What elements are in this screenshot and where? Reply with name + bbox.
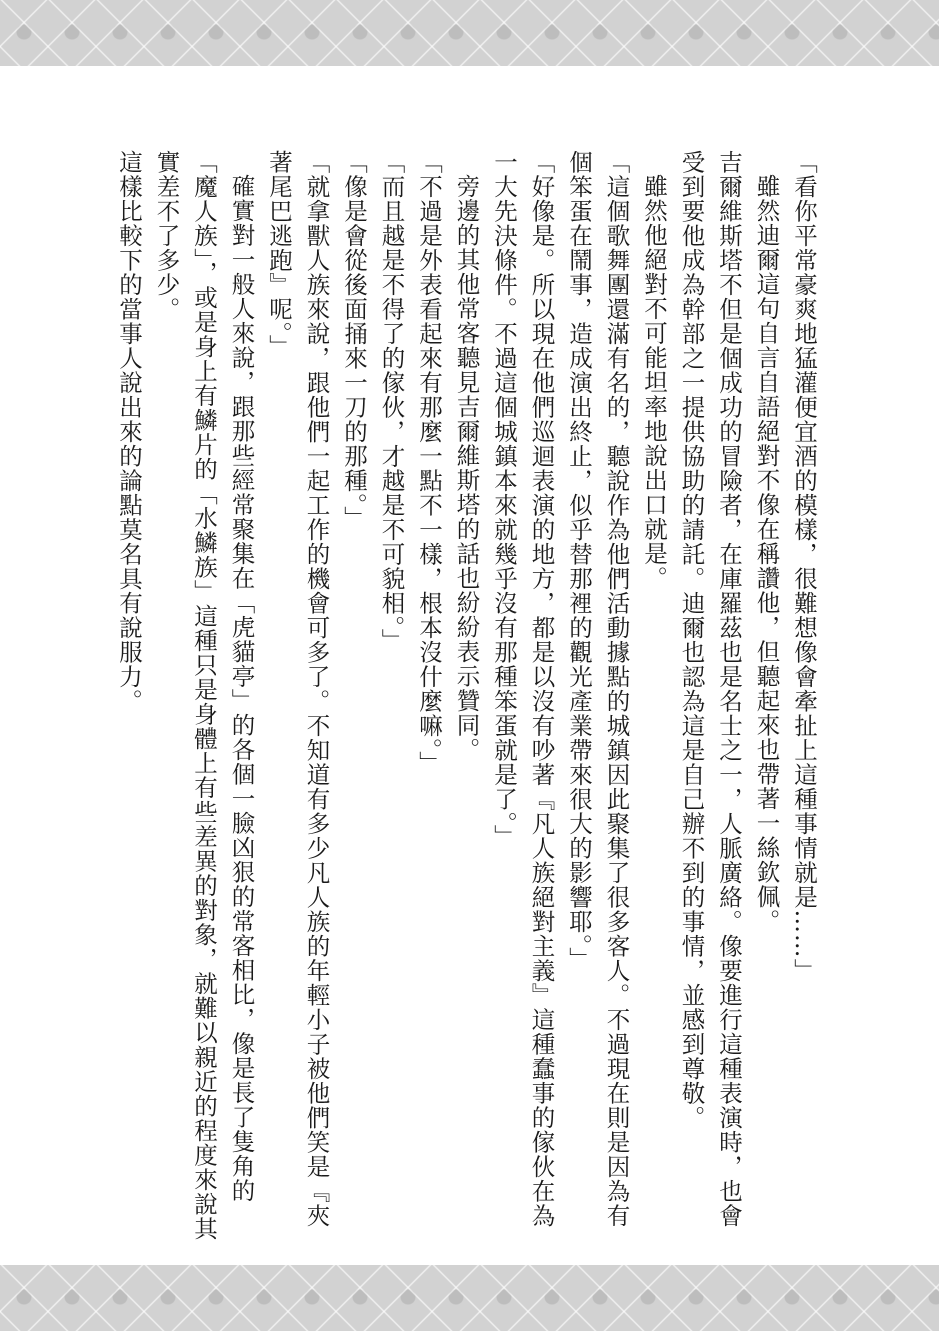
paragraph: 「看你平常豪爽地猛灌便宜酒的模樣，很難想像會牽扯上這種事情就是……」 xyxy=(790,150,818,983)
paragraph: 「這個歌舞團還滿有名的，聽說作為他們活動據點的城鎮因此聚集了很多客人。不過現在則是因為有個笨蛋在鬧事，造成演出終止，似乎替那裡的觀光產業帶來很大的影響耶。」 xyxy=(565,150,631,1228)
paragraph: 吉爾維斯塔不但是個成功的冒險者，在庫羅茲也是名士之一，人脈廣絡。像要進行這種表演時，也會受到要他成為幹部之一提供協助的請託。迪爾也認為這是自己辦不到的事情，並感到尊敬。 xyxy=(677,150,743,1228)
paragraph: 旁邊的其他常客聽見吉爾維斯塔的話也紛紛表示贊同。 xyxy=(452,173,481,762)
paragraph: 確實對一般人來說，跟那些經常聚集在「虎貓亭」的各個一臉凶狠的常客相比，像是長了隻角的「魔人族」，或是身上有鱗片的「水鱗族」這種只是身體上有些差異的對象，就難以親近的程度來說其實差不了多少。 xyxy=(152,150,256,1241)
vertical-text-body xyxy=(96,150,822,1245)
paragraph: 「像是會從後面捅來一刀的那種。」 xyxy=(340,150,368,531)
paragraph: 「而且越是不得了的傢伙，才越是不可貌相。」 xyxy=(377,150,406,653)
paragraph: 「不過是外表看起來有那麼一點不一樣，根本沒什麼嘛。」 xyxy=(415,150,443,776)
decorative-header-band xyxy=(0,0,939,66)
paragraph: 「好像是。所以現在他們巡迴表演的地方，都是以沒有吵著『凡人族絕對主義』這種蠢事的傢伙在為一大先決條件。不過這個城鎮本來就幾乎沒有那種笨蛋就是了。」 xyxy=(490,150,556,1228)
decorative-footer-band xyxy=(0,1265,939,1331)
paragraph: 雖然迪爾這句自言自語絕對不像在稱讚他，但聽起來也帶著一絲欽佩。 xyxy=(752,173,781,933)
paragraph: 這樣比較下的當事人說出來的論點莫名具有說服力。 xyxy=(115,150,143,714)
paragraph: 「就拿獸人族來說，跟他們一起工作的機會可多了。不知道有多少凡人族的年輕小子被他們笑是『夾著尾巴逃跑』呢。」 xyxy=(265,150,331,1228)
paragraph: 雖然他絕對不可能坦率地說出口就是。 xyxy=(640,173,668,590)
